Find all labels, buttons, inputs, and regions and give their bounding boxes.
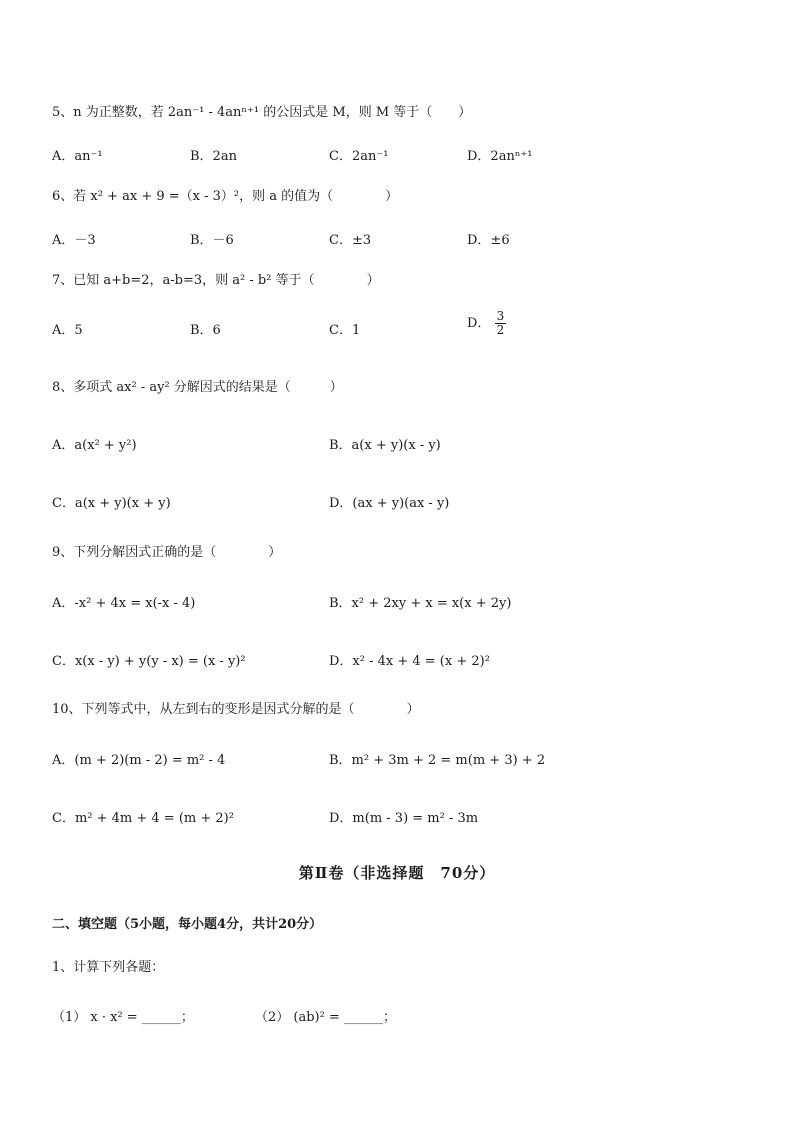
question-10-option-b[interactable]: B．m² + 3m + 2 = m(m + 3) + 2 [329, 753, 546, 768]
question-10-option-a[interactable]: A．(m + 2)(m - 2) = m² - 4 [52, 753, 226, 768]
question-10-option-d[interactable]: D．m(m - 3) = m² - 3m [329, 811, 479, 826]
fill-question-1-stem: 1、计算下列各题： [52, 960, 165, 975]
question-5-option-d[interactable]: D．2anⁿ⁺¹ [467, 149, 533, 164]
question-5-option-c[interactable]: C．2an⁻¹ [329, 149, 389, 164]
question-7-option-c[interactable]: C．1 [329, 323, 361, 338]
fraction-denominator: 2 [496, 323, 505, 337]
question-6-stem: 6、若 x² + ax + 9 =（x - 3）²，则 a 的值为（ ） [52, 189, 399, 204]
fill-question-1-part-1[interactable]: （1） x · x² = ______； [52, 1010, 194, 1025]
question-6-option-b[interactable]: B．－6 [190, 233, 234, 248]
question-6-option-c[interactable]: C．±3 [329, 233, 372, 248]
question-9-option-a[interactable]: A．-x² + 4x = x(-x - 4) [52, 596, 196, 611]
question-9-option-b[interactable]: B．x² + 2xy + x = x(x + 2y) [329, 596, 512, 611]
question-9-option-d[interactable]: D．x² - 4x + 4 = (x + 2)² [329, 654, 490, 669]
question-8-option-c[interactable]: C．a(x + y)(x + y) [52, 496, 171, 511]
question-8-option-b[interactable]: B．a(x + y)(x - y) [329, 438, 441, 453]
question-7-option-d-label: D． [467, 316, 491, 331]
question-10-option-c[interactable]: C．m² + 4m + 4 = (m + 2)² [52, 811, 234, 826]
question-5-option-b[interactable]: B．2an [190, 149, 237, 164]
question-7-option-b[interactable]: B．6 [190, 323, 221, 338]
question-7-option-d[interactable] [467, 310, 506, 337]
question-6-option-d[interactable]: D．±6 [467, 233, 510, 248]
question-7-stem: 7、已知 a+b=2，a-b=3，则 a² - b² 等于（ ） [52, 273, 380, 288]
fraction [495, 310, 507, 337]
question-9-option-c[interactable]: C．x(x - y) + y(y - x) = (x - y)² [52, 654, 246, 669]
section-title: 第Ⅱ卷（非选择题 70分） [298, 864, 496, 882]
question-5-option-a[interactable]: A．an⁻¹ [52, 149, 103, 164]
fraction-numerator: 3 [496, 309, 505, 323]
question-10-stem: 10、下列等式中，从左到右的变形是因式分解的是（ ） [52, 702, 420, 717]
section-subtitle: 二、填空题（5小题，每小题4分，共计20分） [52, 917, 323, 932]
question-6-option-a[interactable]: A．－3 [52, 233, 96, 248]
fill-question-1-part-2[interactable]: （2） (ab)² = ______； [255, 1010, 396, 1025]
question-8-option-d[interactable]: D．(ax + y)(ax - y) [329, 496, 450, 511]
question-8-stem: 8、多项式 ax² - ay² 分解因式的结果是（ ） [52, 380, 343, 395]
question-7-option-a[interactable]: A．5 [52, 323, 83, 338]
question-8-option-a[interactable]: A．a(x² + y²) [52, 438, 137, 453]
question-9-stem: 9、下列分解因式正确的是（ ） [52, 545, 282, 560]
question-5-stem: 5、n 为正整数，若 2an⁻¹ - 4anⁿ⁺¹ 的公因式是 M，则 M 等于（ ） [52, 105, 472, 120]
